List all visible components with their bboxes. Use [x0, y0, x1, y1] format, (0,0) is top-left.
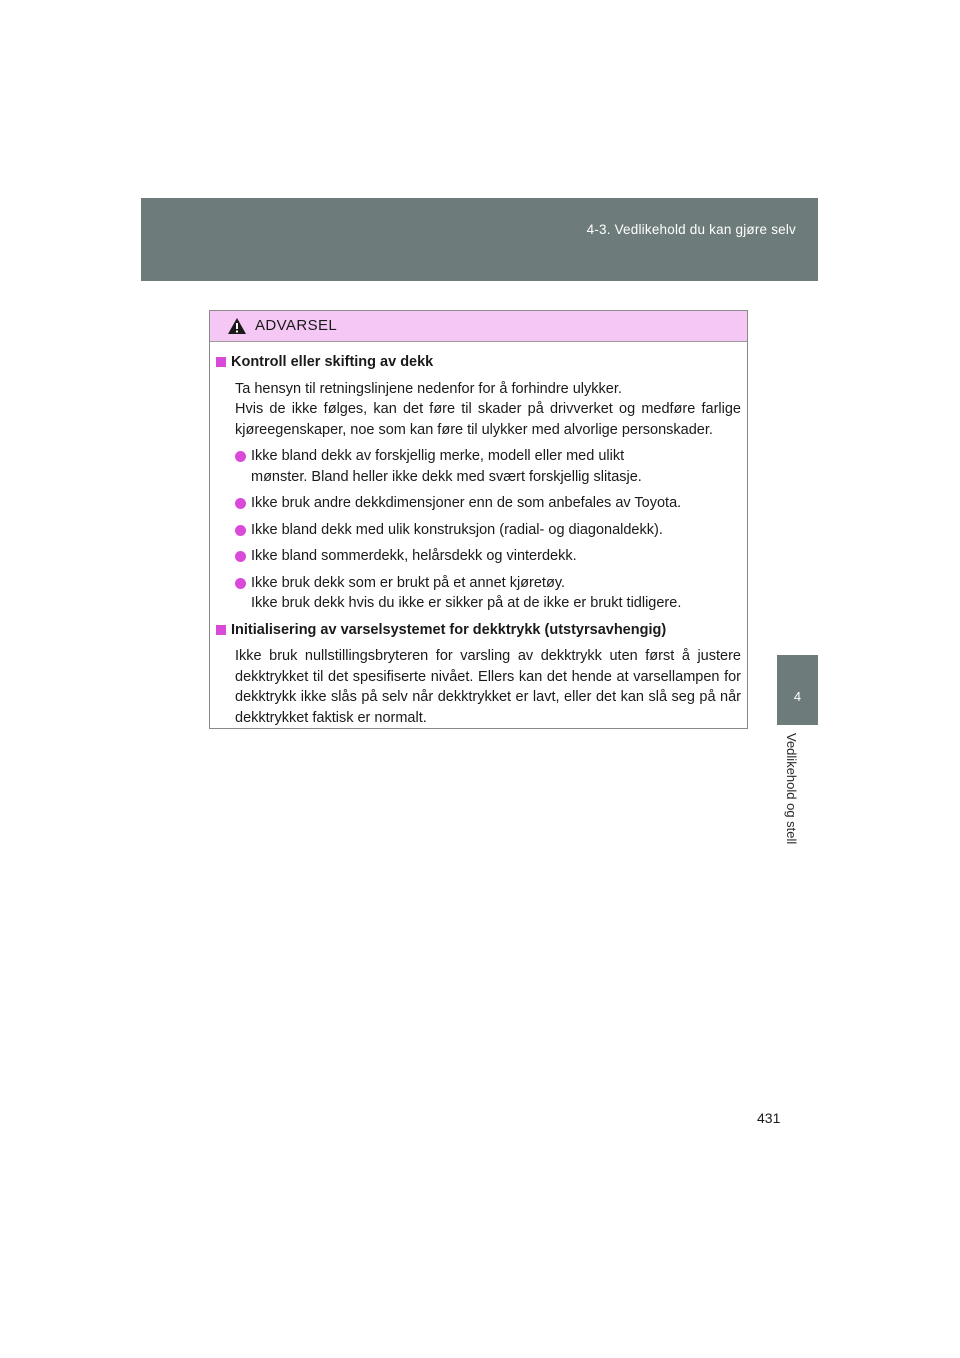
- chapter-header-band: [141, 198, 818, 281]
- list-item-text: [251, 573, 741, 614]
- warning-box: [209, 310, 748, 729]
- list-item-line: Ikke bland sommerdekk, helårsdekk og vinterdekk.: [251, 548, 577, 564]
- chapter-number: 4: [793, 689, 802, 704]
- list-item-line: Ikke bruk dekk som er brukt på et annet kjøretøy.: [251, 574, 566, 591]
- list-item-line: mønster. Bland heller ikke dekk med svært forskjellig slitasje.: [251, 468, 642, 485]
- list-item: [235, 573, 741, 614]
- section-heading-tpms-init: [216, 620, 741, 641]
- list-item-line: Ikke bruk dekk hvis du ikke er sikker på at de ikke er brukt tidligere.: [251, 595, 682, 611]
- section-heading-text: Initialisering av varselsystemet for dekktrykk (utstyrsavhengig): [231, 621, 667, 638]
- warning-body: [210, 342, 747, 728]
- list-item-text: [251, 493, 741, 514]
- warning-triangle-icon: [227, 317, 247, 335]
- list-item-line: Ikke bland dekk med ulik konstruksjon (radial- og diagonaldekk).: [251, 521, 663, 538]
- round-bullet-icon: [235, 551, 246, 562]
- list-item-text: [251, 446, 741, 487]
- paragraph-line: Ta hensyn til retningslinjene nedenfor for å forhindre ulykker.: [235, 380, 622, 397]
- round-bullet-icon: [235, 578, 246, 589]
- list-item-text: [251, 520, 741, 541]
- list-item-text: [251, 546, 741, 567]
- page-number: 431: [757, 1110, 781, 1126]
- list-item: [235, 493, 741, 514]
- round-bullet-icon: [235, 525, 246, 536]
- list-item: [235, 446, 741, 487]
- list-item-line: Ikke bland dekk av forskjellig merke, modell eller med ulikt: [251, 448, 625, 464]
- chapter-side-tab: [777, 655, 818, 725]
- round-bullet-icon: [235, 498, 246, 509]
- round-bullet-icon: [235, 451, 246, 462]
- square-bullet-icon: [216, 625, 226, 635]
- paragraph: [235, 646, 741, 728]
- list-item: [235, 520, 741, 541]
- paragraph: [235, 379, 741, 441]
- warning-header: [210, 311, 747, 342]
- list-item: [235, 546, 741, 567]
- section-heading-tire-check: [216, 352, 741, 373]
- chapter-title: 4-3. Vedlikehold du kan gjøre selv: [586, 222, 796, 237]
- list-item-line: Ikke bruk andre dekkdimensjoner enn de som anbefales av Toyota.: [251, 495, 682, 511]
- section-heading-text: Kontroll eller skifting av dekk: [231, 354, 434, 370]
- warning-title: ADVARSEL: [255, 317, 338, 334]
- paragraph-line: Ikke bruk nullstillingsbryteren for varsling av dekktrykk uten først å justere dekktrykket til det spesifiserte nivået. Ellers kan det hende at varsellampen for dekktrykk ikke slås på selv når dekktrykket er lavt, eller det kan slå seg på når dekktrykket faktisk er normalt.: [235, 648, 741, 726]
- chapter-side-label: Vedlikehold og stell: [784, 733, 799, 845]
- square-bullet-icon: [216, 357, 226, 367]
- paragraph-line: Hvis de ikke følges, kan det føre til skader på drivverket og medføre farlige kjøreegenskaper, noe som kan føre til ulykker med alvorlige personskader.: [235, 401, 741, 438]
